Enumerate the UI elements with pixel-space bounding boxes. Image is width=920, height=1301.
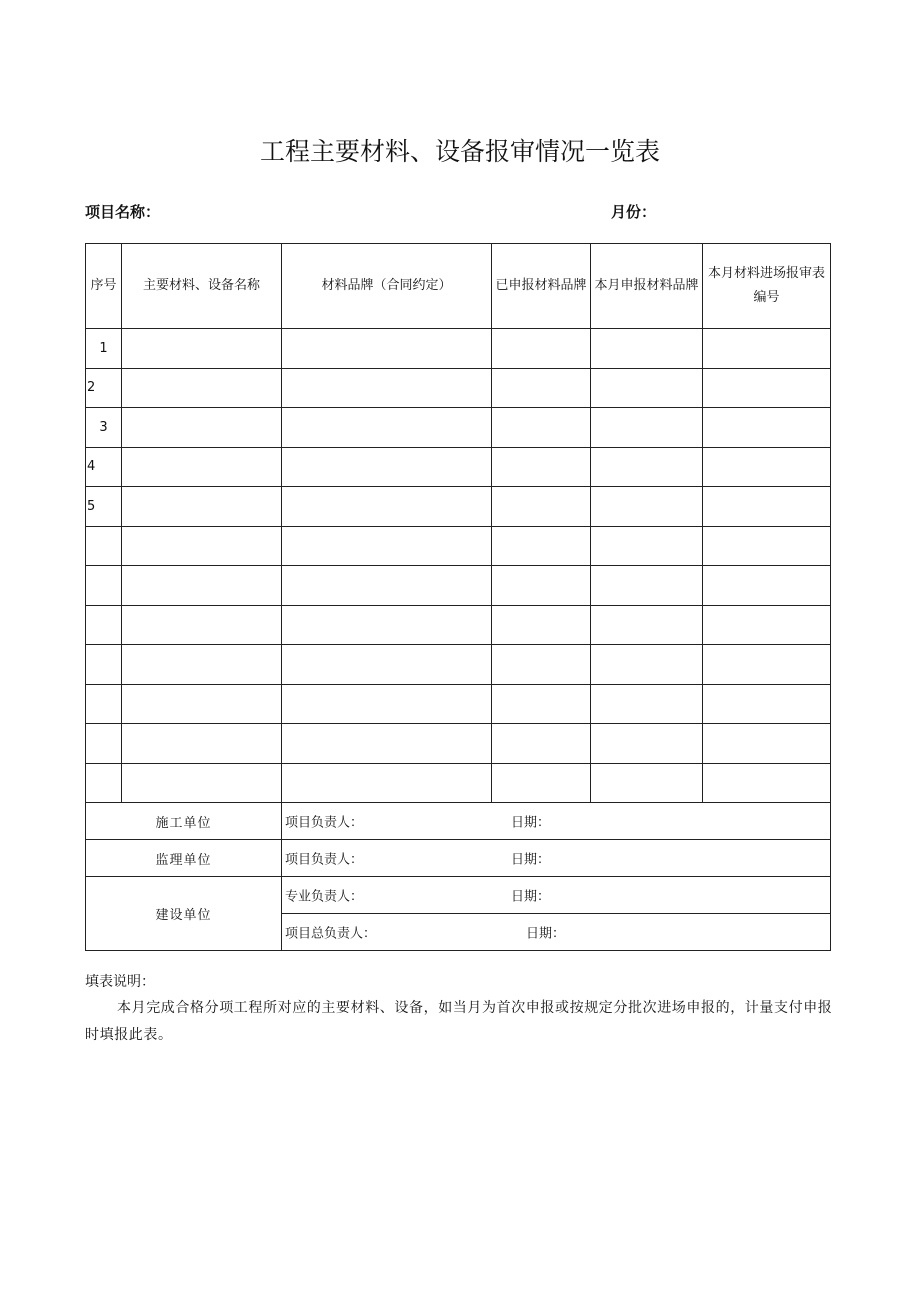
cell-seq[interactable] [86,605,122,645]
cell-brand-this-month[interactable] [591,724,703,764]
unit-owner: 建设单位 [86,877,282,951]
cell-brand-reported[interactable] [492,605,591,645]
cell-brand-reported[interactable] [492,684,591,724]
date-label: 日期： [511,889,551,905]
cell-seq[interactable]: 1 [86,329,122,369]
table-header-row [86,244,831,329]
table-row [86,724,831,764]
cell-form-number[interactable] [703,329,831,369]
month-label: 月份： [611,203,657,221]
cell-brand-contract[interactable] [282,329,492,369]
cell-brand-reported[interactable] [492,487,591,527]
cell-brand-contract[interactable] [282,487,492,527]
cell-form-number[interactable] [703,724,831,764]
cell-form-number[interactable] [703,684,831,724]
table-row [86,684,831,724]
cell-brand-reported[interactable] [492,368,591,408]
sign-cell-owner-chief[interactable] [282,914,831,951]
table-row [86,526,831,566]
signature-row-supervision [86,840,831,877]
cell-brand-reported[interactable] [492,645,591,685]
cell-brand-reported[interactable] [492,447,591,487]
cell-form-number[interactable] [703,605,831,645]
cell-name[interactable] [122,526,282,566]
cell-seq[interactable] [86,526,122,566]
header-form-number: 本月材料进场报审表编号 [703,244,831,329]
cell-name[interactable] [122,368,282,408]
person-label: 项目负责人： [285,852,364,868]
cell-seq[interactable]: 4 [86,447,122,487]
table-row [86,487,831,527]
signature-row-construction [86,803,831,840]
cell-name[interactable] [122,763,282,803]
cell-brand-this-month[interactable] [591,447,703,487]
date-label: 日期： [526,926,566,942]
cell-form-number[interactable] [703,447,831,487]
cell-brand-this-month[interactable] [591,566,703,606]
person-label: 项目负责人： [285,815,364,831]
notes-body: 本月完成合格分项工程所对应的主要材料、设备，如当月为首次申报或按规定分批次进场申报的，计量支付申报时填报此表。 [85,1000,833,1043]
cell-brand-contract[interactable] [282,724,492,764]
cell-brand-contract[interactable] [282,368,492,408]
cell-seq[interactable]: 2 [86,368,122,408]
cell-seq[interactable] [86,724,122,764]
unit-construction: 施工单位 [86,803,282,840]
cell-seq[interactable] [86,684,122,724]
cell-brand-reported[interactable] [492,724,591,764]
cell-name[interactable] [122,329,282,369]
cell-seq[interactable] [86,645,122,685]
sign-cell-supervision[interactable] [282,840,831,877]
cell-seq[interactable]: 5 [86,487,122,527]
cell-brand-this-month[interactable] [591,329,703,369]
cell-name[interactable] [122,447,282,487]
cell-form-number[interactable] [703,526,831,566]
cell-brand-contract[interactable] [282,605,492,645]
cell-brand-this-month[interactable] [591,763,703,803]
unit-supervision: 监理单位 [86,840,282,877]
table-row [86,605,831,645]
cell-brand-reported[interactable] [492,408,591,448]
table-row [86,566,831,606]
header-seq: 序号 [86,244,122,329]
cell-brand-contract[interactable] [282,645,492,685]
cell-brand-contract[interactable] [282,526,492,566]
cell-name[interactable] [122,408,282,448]
cell-brand-contract[interactable] [282,408,492,448]
sign-cell-owner-specialist[interactable] [282,877,831,914]
cell-brand-reported[interactable] [492,526,591,566]
cell-brand-contract[interactable] [282,684,492,724]
cell-brand-this-month[interactable] [591,368,703,408]
cell-brand-this-month[interactable] [591,645,703,685]
cell-name[interactable] [122,566,282,606]
date-label: 日期： [511,815,551,831]
cell-brand-this-month[interactable] [591,684,703,724]
cell-name[interactable] [122,487,282,527]
cell-name[interactable] [122,605,282,645]
cell-brand-reported[interactable] [492,566,591,606]
cell-brand-contract[interactable] [282,566,492,606]
person-label: 专业负责人： [285,889,364,905]
page-title: 工程主要材料、设备报审情况一览表 [259,137,660,166]
header-name: 主要材料、设备名称 [122,244,282,329]
cell-form-number[interactable] [703,763,831,803]
cell-brand-contract[interactable] [282,447,492,487]
table-row [86,408,831,448]
table-row [86,763,831,803]
sign-cell-construction[interactable] [282,803,831,840]
cell-brand-contract[interactable] [282,763,492,803]
cell-seq[interactable]: 3 [86,408,122,448]
cell-name[interactable] [122,684,282,724]
project-name-label: 项目名称： [85,203,161,221]
table-row [86,368,831,408]
cell-name[interactable] [122,724,282,764]
header-brand-reported: 已申报材料品牌 [492,244,591,329]
table-row [86,329,831,369]
signature-row-owner-1 [86,877,831,914]
header-brand-contract: 材料品牌（合同约定） [282,244,492,329]
cell-name[interactable] [122,645,282,685]
cell-form-number[interactable] [703,408,831,448]
cell-form-number[interactable] [703,645,831,685]
cell-form-number[interactable] [703,566,831,606]
notes-title: 填表说明： [85,974,155,990]
cell-brand-this-month[interactable] [591,408,703,448]
cell-seq[interactable] [86,763,122,803]
person-label: 项目总负责人： [285,926,377,942]
cell-brand-this-month[interactable] [591,605,703,645]
table-row [86,645,831,685]
cell-brand-reported[interactable] [492,763,591,803]
cell-brand-this-month[interactable] [591,487,703,527]
cell-brand-this-month[interactable] [591,526,703,566]
cell-brand-reported[interactable] [492,329,591,369]
cell-form-number[interactable] [703,368,831,408]
cell-seq[interactable] [86,566,122,606]
materials-table [85,243,831,951]
header-brand-this-month: 本月申报材料品牌 [591,244,703,329]
cell-form-number[interactable] [703,487,831,527]
table-row [86,447,831,487]
date-label: 日期： [511,852,551,868]
